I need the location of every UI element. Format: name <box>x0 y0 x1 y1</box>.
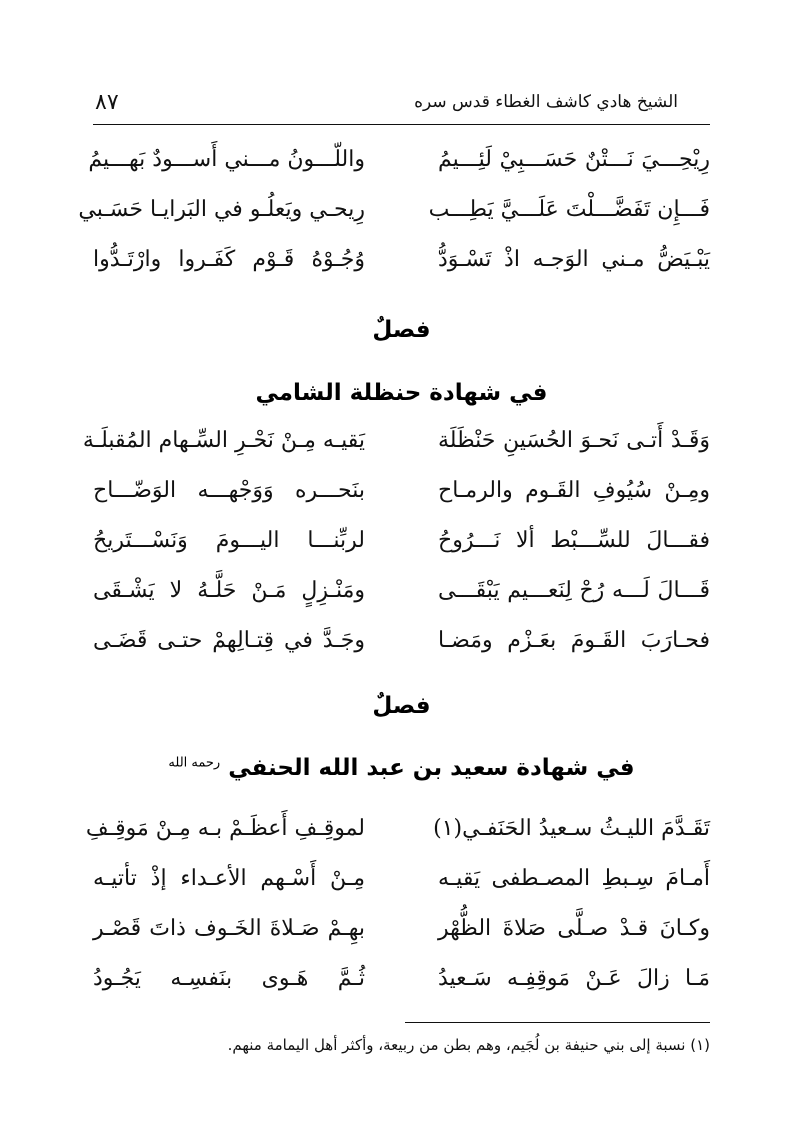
honorific-mark: رحمه الله <box>168 755 221 771</box>
verse-first-hemistich: مَـا زالَ عَـنْ مَوقِفِـه سَـعيدُ <box>438 966 710 991</box>
poem-block-2 <box>82 424 710 674</box>
verse-second-hemistich: بنَحـــره وَوَجْهـــه الوَضّـــاح <box>93 478 365 503</box>
verse-first-hemistich: ومِـنْ سُيُوفِ القَـوم والرمـاح <box>438 478 710 503</box>
verse-first-hemistich: فقـــالَ للسِّـــبْط ألا نَـــرُوحُ <box>438 528 710 553</box>
verse <box>93 243 710 293</box>
verse-first-hemistich: أَمـامَ سِـبطِ المصـطفى يَقيـه <box>438 866 710 891</box>
verse-second-hemistich: واللّـــونُ مـــني أَســـودٌ بَهـــيمُ <box>88 147 365 172</box>
section-heading-fasl: فصلٌ <box>372 317 431 343</box>
verse <box>93 524 710 574</box>
verse <box>93 912 710 962</box>
section-title: في شهادة حنظلة الشامي <box>255 380 548 406</box>
verse-first-hemistich: فَـــإِن تَفَضَّـــلْتَ عَلَـــيَّ يَطِـــب <box>428 197 710 222</box>
verse-second-hemistich: رِيحـي ويَعلُـو في البَرايـا حَسَـبي <box>78 197 365 222</box>
poem-block-3 <box>85 812 710 1012</box>
verse-first-hemistich: رِيْحِـــيَ نَـــتْنٌ حَسَـــبِيْ لَئِـــيمُ <box>438 147 710 172</box>
verse-second-hemistich: وُجُـوْهُ قَـوْم كَفَـروا وارْتَـدُّوا <box>93 247 365 272</box>
verse-first-hemistich: وَقَـدْ أَتـى نَحـوَ الحُسَينِ حَنْظَلَة <box>438 428 710 453</box>
verse-first-hemistich: قَـــالَ لَـــه رُحْ لِنَعـــيم يَبْقَـــى <box>438 578 710 603</box>
verse-second-hemistich: لموقِـفِ أَعظَـمْ بـه مِـنْ مَوقِـفِ <box>85 816 365 841</box>
verse <box>93 962 710 1012</box>
header-rule <box>93 124 710 125</box>
footnote-rule <box>405 1022 710 1023</box>
running-head: الشيخ هادي كاشف الغطاء قدس سره <box>414 92 678 112</box>
verse-second-hemistich: وجَـدَّ في قِتـالِهمْ حتـى قَضَـى <box>93 628 365 653</box>
verse <box>78 193 710 243</box>
verse <box>93 624 710 674</box>
verse-first-hemistich: فحـارَبَ القَـومَ بعَـزْم ومَضـا <box>438 628 710 653</box>
verse <box>93 862 710 912</box>
page-number: ٨٧ <box>95 90 119 115</box>
verse-first-hemistich: يَبْـيَضُّ مـني الوَجـه اذْ تَسْـوَدُّ <box>438 247 710 272</box>
verse <box>93 574 710 624</box>
section-heading-fasl: فصلٌ <box>372 693 431 719</box>
verse-second-hemistich: مِـنْ أَسْـهم الأعـداء إذْ تأتيـه <box>93 866 365 891</box>
section-title <box>93 755 710 781</box>
verse-second-hemistich: يَقيـه مِـنْ نَحْـرِ السِّـهام المُقبلَـة <box>82 428 365 453</box>
verse-second-hemistich: بهِـمْ صَـلاةَ الخَـوف ذاتَ قَصْـر <box>93 916 365 941</box>
poem-block-1 <box>78 143 710 293</box>
verse <box>93 474 710 524</box>
verse <box>85 812 710 862</box>
section-title-text: في شهادة سعيد بن عبد الله الحنفي <box>228 755 635 781</box>
footnote: (١) نسبة إلى بني حنيفة بن لُجَيم، وهم بطن من ربيعة، وأكثر أهل اليمامة منهم. <box>227 1036 710 1054</box>
verse <box>88 143 710 193</box>
verse-second-hemistich: لربِّنـــا اليـــومَ وَنَسْـــتَريحُ <box>93 528 365 553</box>
verse-second-hemistich: ومَنْـزِلٍ مَـنْ حَلَّـهُ لا يَشْـقَى <box>93 578 365 603</box>
verse-first-hemistich: تَقَـدَّمَ الليـثُ سـعيدُ الحَنَفـي(١) <box>433 816 710 841</box>
verse-second-hemistich: ثُـمَّ هَـوى بنَفسِـه يَجُـودُ <box>93 966 365 991</box>
verse <box>82 424 710 474</box>
verse-first-hemistich: وكـانَ قـدْ صـلَّى صَلاةَ الظُّهْر <box>438 916 710 941</box>
